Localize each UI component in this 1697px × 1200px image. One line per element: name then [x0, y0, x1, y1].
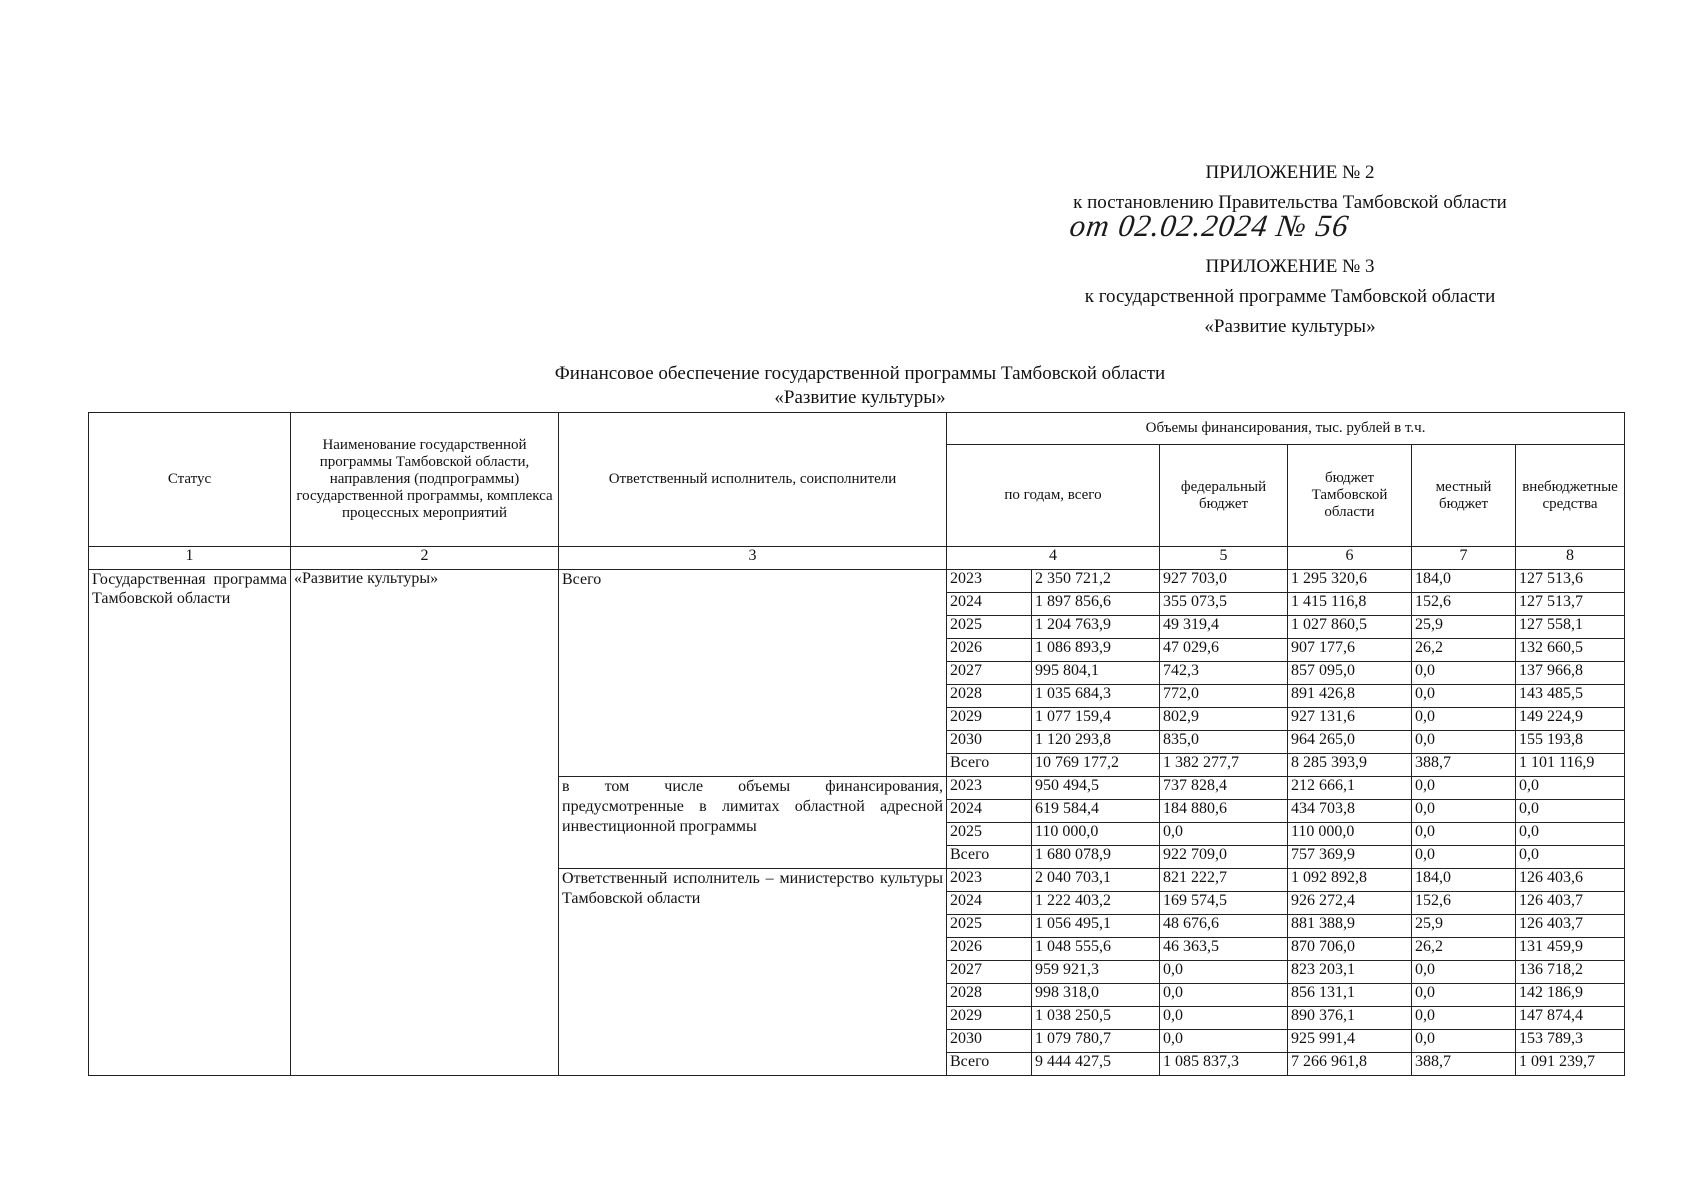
header-offbudget-funds: внебюджетные средства	[1516, 445, 1625, 547]
row-total: 2 350 721,2	[1032, 570, 1160, 593]
row-regional: 964 265,0	[1288, 731, 1412, 754]
row-year: 2024	[947, 593, 1032, 616]
row-regional: 8 285 393,9	[1288, 754, 1412, 777]
row-total: 2 040 703,1	[1032, 869, 1160, 892]
row-total: 1 120 293,8	[1032, 731, 1160, 754]
row-federal: 46 363,5	[1160, 938, 1288, 961]
row-year: 2030	[947, 1030, 1032, 1053]
row-federal: 821 222,7	[1160, 869, 1288, 892]
row-offbudget: 126 403,7	[1516, 892, 1625, 915]
row-offbudget: 126 403,7	[1516, 915, 1625, 938]
row-offbudget: 0,0	[1516, 823, 1625, 846]
column-number: 5	[1160, 547, 1288, 570]
column-number: 7	[1412, 547, 1516, 570]
row-federal: 922 709,0	[1160, 846, 1288, 869]
row-year: 2029	[947, 1007, 1032, 1030]
executor-cell: Ответственный исполнитель – министерство культуры Тамбовской области	[559, 869, 947, 1076]
row-regional: 907 177,6	[1288, 639, 1412, 662]
row-total: 998 318,0	[1032, 984, 1160, 1007]
header-status: Статус	[89, 413, 291, 547]
row-year: 2030	[947, 731, 1032, 754]
row-local: 0,0	[1412, 823, 1516, 846]
row-federal: 184 880,6	[1160, 800, 1288, 823]
row-year: 2025	[947, 616, 1032, 639]
row-year: Всего	[947, 846, 1032, 869]
column-number: 3	[559, 547, 947, 570]
row-regional: 212 666,1	[1288, 777, 1412, 800]
row-local: 0,0	[1412, 1007, 1516, 1030]
row-offbudget: 149 224,9	[1516, 708, 1625, 731]
row-regional: 110 000,0	[1288, 823, 1412, 846]
row-offbudget: 127 558,1	[1516, 616, 1625, 639]
header-by-years: по годам, всего	[947, 445, 1160, 547]
row-local: 26,2	[1412, 938, 1516, 961]
row-local: 0,0	[1412, 961, 1516, 984]
executor-cell: Всего	[559, 570, 947, 777]
status-cell: Государственная программа Тамбовской области	[89, 570, 291, 1076]
row-federal: 49 319,4	[1160, 616, 1288, 639]
row-regional: 870 706,0	[1288, 938, 1412, 961]
row-year: 2024	[947, 800, 1032, 823]
financing-table	[88, 412, 1625, 1076]
row-local: 152,6	[1412, 892, 1516, 915]
row-federal: 835,0	[1160, 731, 1288, 754]
table-row	[89, 570, 1625, 593]
row-total: 1 038 250,5	[1032, 1007, 1160, 1030]
row-offbudget: 1 091 239,7	[1516, 1053, 1625, 1076]
row-federal: 0,0	[1160, 823, 1288, 846]
appendix-3-block	[1000, 252, 1580, 342]
header-federal-budget: федеральный бюджет	[1160, 445, 1288, 547]
row-federal: 47 029,6	[1160, 639, 1288, 662]
row-local: 0,0	[1412, 1030, 1516, 1053]
row-federal: 0,0	[1160, 961, 1288, 984]
row-federal: 802,9	[1160, 708, 1288, 731]
row-total: 619 584,4	[1032, 800, 1160, 823]
row-total: 959 921,3	[1032, 961, 1160, 984]
row-offbudget: 137 966,8	[1516, 662, 1625, 685]
row-offbudget: 136 718,2	[1516, 961, 1625, 984]
row-offbudget: 127 513,6	[1516, 570, 1625, 593]
header-regional-budget: бюджет Тамбовской области	[1288, 445, 1412, 547]
row-total: 995 804,1	[1032, 662, 1160, 685]
row-year: Всего	[947, 1053, 1032, 1076]
row-total: 10 769 177,2	[1032, 754, 1160, 777]
appendix-3-line2: «Развитие культуры»	[1204, 316, 1376, 337]
row-regional: 856 131,1	[1288, 984, 1412, 1007]
row-federal: 0,0	[1160, 984, 1288, 1007]
row-offbudget: 126 403,6	[1516, 869, 1625, 892]
row-regional: 1 027 860,5	[1288, 616, 1412, 639]
column-number: 4	[947, 547, 1160, 570]
row-year: 2026	[947, 938, 1032, 961]
row-federal: 169 574,5	[1160, 892, 1288, 915]
row-year: 2023	[947, 777, 1032, 800]
row-year: Всего	[947, 754, 1032, 777]
header-program-name: Наименование государственной программы Тамбовской области, направления (подпрограммы) государственной программы, комплекса процессных мероприятий	[291, 413, 559, 547]
row-regional: 857 095,0	[1288, 662, 1412, 685]
row-offbudget: 155 193,8	[1516, 731, 1625, 754]
row-local: 0,0	[1412, 846, 1516, 869]
row-regional: 1 092 892,8	[1288, 869, 1412, 892]
row-total: 1 222 403,2	[1032, 892, 1160, 915]
header-local-budget: местный бюджет	[1412, 445, 1516, 547]
row-local: 388,7	[1412, 1053, 1516, 1076]
row-offbudget: 127 513,7	[1516, 593, 1625, 616]
row-regional: 434 703,8	[1288, 800, 1412, 823]
row-total: 1 086 893,9	[1032, 639, 1160, 662]
row-federal: 1 085 837,3	[1160, 1053, 1288, 1076]
row-federal: 0,0	[1160, 1007, 1288, 1030]
row-offbudget: 147 874,4	[1516, 1007, 1625, 1030]
column-number: 1	[89, 547, 291, 570]
row-local: 0,0	[1412, 708, 1516, 731]
handwritten-date-signature: от 02.02.2024 № 56	[1067, 208, 1352, 243]
row-local: 388,7	[1412, 754, 1516, 777]
row-total: 9 444 427,5	[1032, 1053, 1160, 1076]
row-federal: 0,0	[1160, 1030, 1288, 1053]
appendix-3-line1: к государственной программе Тамбовской области	[1084, 286, 1496, 307]
program-name-cell: «Развитие культуры»	[291, 570, 559, 1076]
row-local: 26,2	[1412, 639, 1516, 662]
row-regional: 891 426,8	[1288, 685, 1412, 708]
row-year: 2026	[947, 639, 1032, 662]
row-offbudget: 142 186,9	[1516, 984, 1625, 1007]
row-federal: 1 382 277,7	[1160, 754, 1288, 777]
row-regional: 881 388,9	[1288, 915, 1412, 938]
row-year: 2027	[947, 961, 1032, 984]
row-regional: 925 991,4	[1288, 1030, 1412, 1053]
row-regional: 890 376,1	[1288, 1007, 1412, 1030]
row-total: 1 077 159,4	[1032, 708, 1160, 731]
row-local: 184,0	[1412, 570, 1516, 593]
row-year: 2023	[947, 869, 1032, 892]
row-local: 0,0	[1412, 662, 1516, 685]
row-local: 184,0	[1412, 869, 1516, 892]
row-total: 950 494,5	[1032, 777, 1160, 800]
row-offbudget: 132 660,5	[1516, 639, 1625, 662]
document-title-line1: Финансовое обеспечение государственной программы Тамбовской области	[554, 363, 1166, 384]
row-regional: 757 369,9	[1288, 846, 1412, 869]
row-year: 2023	[947, 570, 1032, 593]
row-regional: 1 295 320,6	[1288, 570, 1412, 593]
row-total: 1 048 555,6	[1032, 938, 1160, 961]
row-offbudget: 0,0	[1516, 800, 1625, 823]
row-federal: 737 828,4	[1160, 777, 1288, 800]
executor-cell: в том числе объемы финансирования, предусмотренные в лимитах областной адресной инвестиционной программы	[559, 777, 947, 869]
column-number: 8	[1516, 547, 1625, 570]
row-local: 0,0	[1412, 731, 1516, 754]
row-regional: 7 266 961,8	[1288, 1053, 1412, 1076]
row-year: 2025	[947, 823, 1032, 846]
row-total: 1 056 495,1	[1032, 915, 1160, 938]
row-regional: 1 415 116,8	[1288, 593, 1412, 616]
column-number: 6	[1288, 547, 1412, 570]
row-federal: 927 703,0	[1160, 570, 1288, 593]
row-total: 110 000,0	[1032, 823, 1160, 846]
row-total: 1 079 780,7	[1032, 1030, 1160, 1053]
row-local: 0,0	[1412, 800, 1516, 823]
row-year: 2024	[947, 892, 1032, 915]
row-year: 2029	[947, 708, 1032, 731]
row-local: 152,6	[1412, 593, 1516, 616]
row-local: 0,0	[1412, 984, 1516, 1007]
row-offbudget: 131 459,9	[1516, 938, 1625, 961]
row-year: 2025	[947, 915, 1032, 938]
row-year: 2028	[947, 984, 1032, 1007]
row-offbudget: 143 485,5	[1516, 685, 1625, 708]
row-federal: 772,0	[1160, 685, 1288, 708]
row-total: 1 204 763,9	[1032, 616, 1160, 639]
row-regional: 926 272,4	[1288, 892, 1412, 915]
row-offbudget: 0,0	[1516, 777, 1625, 800]
row-year: 2027	[947, 662, 1032, 685]
row-regional: 927 131,6	[1288, 708, 1412, 731]
document-title	[450, 362, 1270, 410]
row-federal: 355 073,5	[1160, 593, 1288, 616]
appendix-2-subtitle: к постановлению Правительства Тамбовской области	[1073, 192, 1507, 213]
appendix-3-title: ПРИЛОЖЕНИЕ № 3	[1205, 256, 1375, 277]
row-federal: 742,3	[1160, 662, 1288, 685]
row-offbudget: 0,0	[1516, 846, 1625, 869]
row-local: 0,0	[1412, 685, 1516, 708]
row-local: 25,9	[1412, 915, 1516, 938]
row-local: 25,9	[1412, 616, 1516, 639]
row-total: 1 680 078,9	[1032, 846, 1160, 869]
document-title-line2: «Развитие культуры»	[774, 387, 946, 408]
row-offbudget: 1 101 116,9	[1516, 754, 1625, 777]
row-federal: 48 676,6	[1160, 915, 1288, 938]
column-number: 2	[291, 547, 559, 570]
row-total: 1 897 856,6	[1032, 593, 1160, 616]
row-offbudget: 153 789,3	[1516, 1030, 1625, 1053]
header-financing-volumes: Объемы финансирования, тыс. рублей в т.ч.	[947, 413, 1625, 445]
row-local: 0,0	[1412, 777, 1516, 800]
appendix-2-title: ПРИЛОЖЕНИЕ № 2	[1205, 162, 1375, 183]
row-total: 1 035 684,3	[1032, 685, 1160, 708]
row-regional: 823 203,1	[1288, 961, 1412, 984]
row-year: 2028	[947, 685, 1032, 708]
header-executor: Ответственный исполнитель, соисполнители	[559, 413, 947, 547]
